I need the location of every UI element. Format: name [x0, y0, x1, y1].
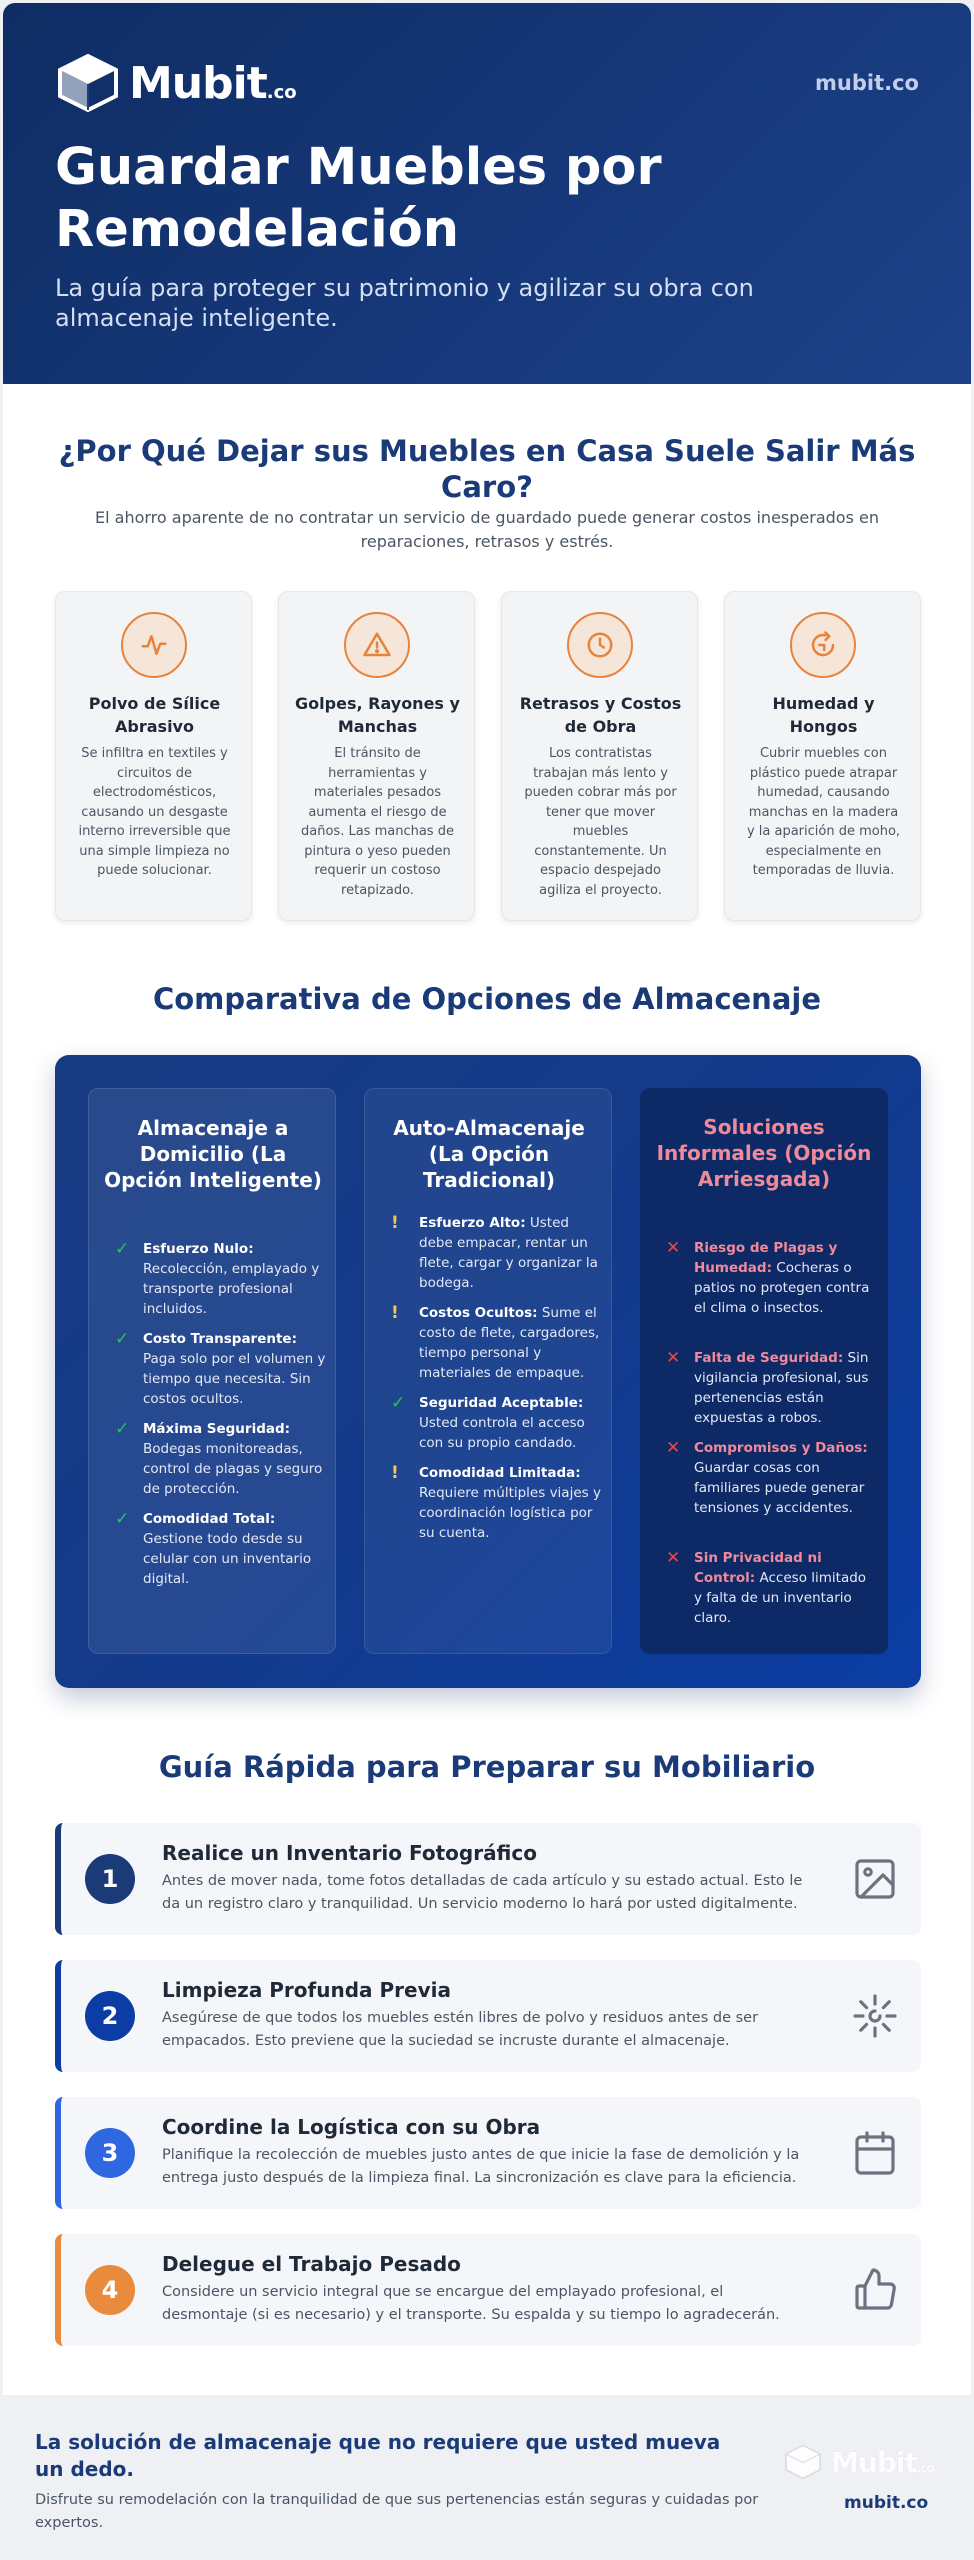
- option-column-home-storage: Almacenaje a Domicilio (La Opción Inteligente) ✓ Esfuerzo Nulo: Recolección, emplayado y transporte profesional incluidos. ✓ Costo Transparente: Paga solo por el volumen y tiempo que necesita. Sin costos ocultos. ✓ Máxima Seguridad: Bodegas monitoreadas, control de plagas y seguro de protección. ✓ Comodidad Total: Gestione todo desde su celular con un inventario digital.: [88, 1088, 336, 1654]
- risk-card-title: Humedad y Hongos: [772, 694, 875, 736]
- check-icon: ✓: [115, 1419, 130, 1439]
- warning-icon: [344, 612, 410, 678]
- footer-title: La solución de almacenaje que no requiere que usted mueva un dedo.: [35, 2430, 721, 2481]
- comparison-panel: [55, 1055, 921, 1688]
- step-text: Planifique la recolección de muebles justo antes de que inicie la fase de demolición y la entrega justo después de la limpieza final. La sincronización es clave para la eficiencia.: [162, 2147, 800, 2186]
- guide-step-4: [55, 2234, 921, 2346]
- check-icon: ✓: [115, 1329, 130, 1349]
- footer-logo: [783, 2443, 934, 2481]
- page-title: Guardar Muebles por Remodelación: [55, 138, 662, 259]
- step-title: Coordine la Logística con su Obra: [162, 2115, 541, 2139]
- step-title: Delegue el Trabajo Pesado: [162, 2252, 461, 2276]
- cube-logo-icon: [783, 2443, 823, 2481]
- cross-icon: ✕: [666, 1348, 681, 1368]
- risk-card-text: Cubrir muebles con plástico puede atrapar humedad, causando manchas en la madera y la aparición de moho, especialmente en temporadas de lluvia.: [746, 746, 901, 878]
- why-section-lead: El ahorro aparente de no contratar un servicio de guardado puede generar costos inesperados en reparaciones, retrasos y estrés.: [95, 508, 879, 551]
- step-text: Considere un servicio integral que se encargue del emplayado profesional, el desmontaje (si es necesario) y el transporte. Su espalda y su tiempo lo agradecerán.: [162, 2284, 780, 2323]
- image-icon: [851, 1855, 899, 1903]
- site-url: mubit.co: [815, 71, 919, 95]
- risk-card-text: El tránsito de herramientas y materiales pesados aumenta el riesgo de daños. Las manchas de pintura o yeso pueden requerir un costoso retapizado.: [301, 746, 454, 898]
- why-section-title: ¿Por Qué Dejar sus Muebles en Casa Suele Salir Más Caro?: [58, 434, 916, 504]
- step-title: Realice un Inventario Fotográfico: [162, 1841, 537, 1865]
- guide-step-1: [55, 1823, 921, 1935]
- check-icon: ✓: [115, 1239, 130, 1259]
- logo-wordmark: Mubit.co: [129, 57, 297, 109]
- risk-card-dust: [55, 591, 252, 921]
- refresh-icon: [790, 612, 856, 678]
- risk-card-text: Los contratistas trabajan más lento y pueden cobrar más por tener que mover muebles constantemente. Un espacio despejado agiliza el proyecto.: [524, 746, 677, 898]
- hero-header: [3, 3, 971, 384]
- step-number: 3: [85, 2128, 135, 2178]
- calendar-icon: [851, 2129, 899, 2177]
- risk-card-text: Se infiltra en textiles y circuitos de electrodomésticos, causando un desgaste interno irreversible que una simple limpieza no puede solucionar.: [78, 746, 231, 878]
- footer: [3, 2395, 971, 2557]
- step-title: Limpieza Profunda Previa: [162, 1978, 451, 2002]
- risk-card-damage: [278, 591, 475, 921]
- option-title: Auto-Almacenaje (La Opción Tradicional): [393, 1116, 585, 1192]
- step-number: 2: [85, 1991, 135, 2041]
- thumbs-up-icon: [851, 2266, 899, 2314]
- brand-logo: [55, 53, 297, 113]
- risk-card-title: Golpes, Rayones y Manchas: [295, 694, 460, 736]
- step-number: 1: [85, 1854, 135, 1904]
- option-column-informal: Soluciones Informales (Opción Arriesgada) ✕ Riesgo de Plagas y Humedad: Cocheras o patios no protegen contra el clima o insectos. ✕ Falta de Seguridad: Sin vigilancia profesional, sus pertenencias están expuestas a robos. ✕ Compromisos y Daños: Guardar cosas con familiares puede generar tensiones y accidentes. ✕ Sin Privacidad ni Control: Acceso limitado y falta de un inventario claro.: [640, 1088, 888, 1654]
- warning-icon: !: [391, 1303, 399, 1323]
- risk-card-title: Polvo de Sílice Abrasivo: [88, 694, 221, 736]
- loader-icon: [851, 1992, 899, 2040]
- warning-icon: !: [391, 1463, 399, 1483]
- risk-card-title: Retrasos y Costos de Obra: [519, 694, 682, 736]
- check-icon: ✓: [115, 1509, 130, 1529]
- step-text: Asegúrese de que todos los muebles estén libres de polvo y residuos antes de ser empacados. Esto previene que la suciedad se incruste durante el almacenaje.: [162, 2010, 759, 2049]
- clock-icon: [567, 612, 633, 678]
- cube-logo-icon: [55, 53, 121, 113]
- option-column-self-storage: Auto-Almacenaje (La Opción Tradicional) ! Esfuerzo Alto: Usted debe empacar, rentar un flete, cargar y organizar la bodega. ! Costos Ocultos: Sume el costo de flete, cargadores, tiempo personal y materiales de empaque. ✓ Seguridad Aceptable: Usted controla el acceso con su propio candado. ! Comodidad Limitada: Requiere múltiples viajes y coordinación logística por su cuenta.: [364, 1088, 612, 1654]
- check-icon: ✓: [391, 1393, 406, 1413]
- cross-icon: ✕: [666, 1548, 681, 1568]
- risk-card-humidity: [724, 591, 921, 921]
- footer-subtitle: Disfrute su remodelación con la tranquilidad de que sus pertenencias están seguras y cuidadas por expertos.: [35, 2492, 759, 2531]
- warning-icon: !: [391, 1213, 399, 1233]
- footer-logo-wordmark: Mubit.co: [831, 2445, 934, 2479]
- risk-card-delays: [501, 591, 698, 921]
- guide-step-2: [55, 1960, 921, 2072]
- infographic-page: [3, 3, 971, 2557]
- page-subtitle: La guía para proteger su patrimonio y agilizar su obra con almacenaje inteligente.: [55, 274, 754, 332]
- step-number: 4: [85, 2265, 135, 2315]
- guide-section-title: Guía Rápida para Preparar su Mobiliario: [158, 1750, 816, 1784]
- guide-step-3: [55, 2097, 921, 2209]
- pulse-icon: [121, 612, 187, 678]
- footer-site-url: mubit.co: [844, 2493, 929, 2513]
- cross-icon: ✕: [666, 1238, 681, 1258]
- compare-section-title: Comparativa de Opciones de Almacenaje: [152, 982, 822, 1016]
- option-title: Almacenaje a Domicilio (La Opción Inteligente): [104, 1116, 322, 1192]
- cross-icon: ✕: [666, 1438, 681, 1458]
- option-title: Soluciones Informales (Opción Arriesgada): [656, 1115, 872, 1191]
- step-text: Antes de mover nada, tome fotos detalladas de cada artículo y su estado actual. Esto le da un registro claro y tranquilidad. Un servicio moderno lo hará por usted digitalmente.: [162, 1873, 803, 1912]
